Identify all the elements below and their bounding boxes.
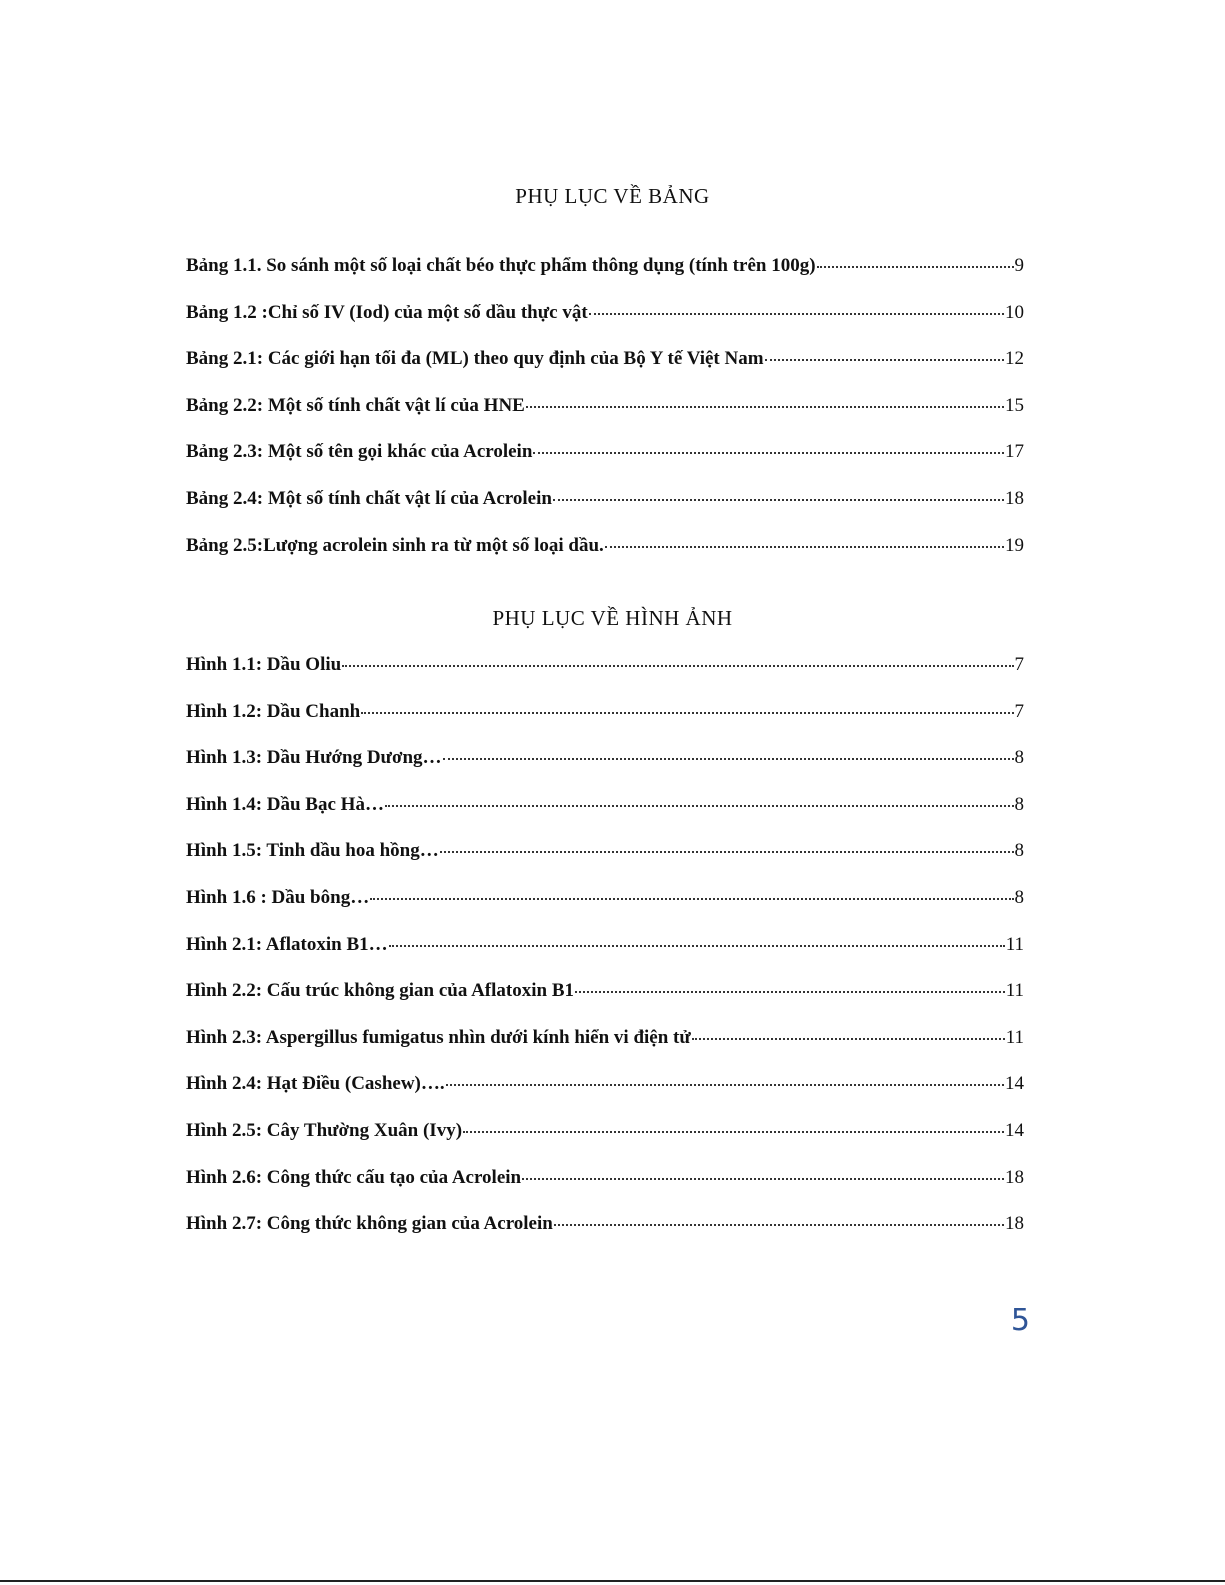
toc-entry[interactable] [186, 701, 1024, 748]
entry-label: Hình 1.5: Tinh dầu hoa hồng… [186, 840, 439, 862]
entry-label: Bảng 2.2: Một số tính chất vật lí của HNE [186, 394, 525, 416]
toc-entry[interactable] [186, 1120, 1024, 1167]
dot-leader [692, 1038, 1005, 1040]
toc-entry[interactable] [186, 1027, 1024, 1074]
entry-label: Hình 1.3: Dầu Hướng Dương… [186, 747, 442, 769]
dot-leader [463, 1131, 1004, 1133]
entry-label: Bảng 1.2 :Chỉ số IV (Iod) của một số dầu thực vật [186, 301, 588, 323]
toc-entry[interactable] [186, 840, 1024, 887]
entry-label: Hình 1.6 : Dầu bông… [186, 886, 370, 908]
entry-page: 11 [1005, 1026, 1024, 1048]
entry-page: 18 [1005, 1213, 1024, 1235]
entry-label: Hình 2.5: Cây Thường Xuân (Ivy) [186, 1119, 463, 1141]
entry-page: 15 [1005, 394, 1024, 416]
dot-leader [589, 313, 1004, 315]
dot-leader [440, 851, 1014, 853]
toc-entry[interactable] [186, 654, 1024, 701]
entry-page: 11 [1005, 933, 1024, 955]
entry-page: 10 [1005, 301, 1024, 323]
dot-leader [575, 991, 1005, 993]
entry-page: 17 [1005, 441, 1024, 463]
toc-entry[interactable] [186, 1213, 1024, 1260]
entry-page: 14 [1005, 1073, 1024, 1095]
toc-entry[interactable] [186, 255, 1024, 302]
entry-page: 19 [1005, 534, 1024, 556]
toc-entry[interactable] [186, 794, 1024, 841]
figures-list [186, 654, 1024, 1260]
tables-list [186, 255, 1024, 581]
entry-page: 8 [1014, 886, 1024, 908]
entry-label: Bảng 2.5:Lượng acrolein sinh ra từ một số loại dầu. [186, 534, 604, 556]
entry-label: Hình 1.4: Dầu Bạc Hà… [186, 793, 384, 815]
entry-label: Bảng 2.1: Các giới hạn tối đa (ML) theo quy định của Bộ Y tế Việt Nam [186, 348, 764, 370]
entry-label: Bảng 1.1. So sánh một số loại chất béo thực phẩm thông dụng (tính trên 100g) [186, 255, 816, 276]
entry-label: Hình 2.6: Công thức cấu tạo của Acrolein [186, 1166, 522, 1188]
toc-entry[interactable] [186, 1073, 1024, 1120]
entry-label: Hình 2.4: Hạt Điều (Cashew)…. [186, 1073, 445, 1095]
toc-entry[interactable] [186, 1167, 1024, 1214]
dot-leader [522, 1178, 1004, 1180]
entry-label: Hình 1.1: Dầu Oliu [186, 654, 342, 675]
entry-label: Hình 1.2: Dầu Chanh [186, 700, 361, 722]
entry-label: Hình 2.1: Aflatoxin B1… [186, 933, 388, 955]
dot-leader [817, 266, 1014, 268]
entry-label: Hình 2.2: Cấu trúc không gian của Aflatoxin B1 [186, 980, 574, 1002]
dot-leader [554, 1224, 1004, 1226]
entry-page: 7 [1014, 700, 1024, 722]
entry-page: 14 [1005, 1119, 1024, 1141]
dot-leader [342, 665, 1013, 667]
dot-leader [765, 359, 1004, 361]
entry-page: 8 [1014, 840, 1024, 862]
entry-page: 12 [1005, 348, 1024, 370]
entry-label: Bảng 2.4: Một số tính chất vật lí của Acrolein [186, 487, 552, 509]
toc-entry[interactable] [186, 887, 1024, 934]
entry-page: 18 [1005, 487, 1024, 509]
dot-leader [605, 546, 1004, 548]
entry-page: 18 [1005, 1166, 1024, 1188]
figures-section-title: PHỤ LỤC VỀ HÌNH ẢNH [492, 606, 733, 630]
toc-entry[interactable] [186, 302, 1024, 349]
dot-leader [446, 1084, 1004, 1086]
toc-entry[interactable] [186, 535, 1024, 582]
dot-leader [533, 452, 1004, 454]
entry-label: Hình 2.3: Aspergillus fumigatus nhìn dưới kính hiển vi điện tử [186, 1026, 691, 1048]
bottom-rule [0, 1580, 1225, 1582]
toc-entry[interactable] [186, 980, 1024, 1027]
entry-page: 8 [1014, 793, 1024, 815]
toc-entry[interactable] [186, 395, 1024, 442]
dot-leader [361, 712, 1013, 714]
entry-label: Hình 2.7: Công thức không gian của Acrolein [186, 1213, 553, 1235]
entry-page: 9 [1014, 255, 1024, 276]
entry-page: 8 [1014, 747, 1024, 769]
dot-leader [370, 898, 1013, 900]
toc-entry[interactable] [186, 348, 1024, 395]
entry-page: 11 [1005, 980, 1024, 1002]
dot-leader [443, 758, 1014, 760]
toc-entry[interactable] [186, 441, 1024, 488]
dot-leader [389, 945, 1005, 947]
toc-entry[interactable] [186, 488, 1024, 535]
entry-page: 7 [1014, 654, 1024, 675]
entry-label: Bảng 2.3: Một số tên gọi khác của Acrolein [186, 441, 533, 463]
toc-entry[interactable] [186, 747, 1024, 794]
dot-leader [385, 805, 1014, 807]
toc-entry[interactable] [186, 934, 1024, 981]
dot-leader [553, 499, 1004, 501]
tables-section-title: PHỤ LỤC VỀ BẢNG [515, 184, 710, 208]
page-number: 5 [1010, 1303, 1030, 1338]
dot-leader [526, 406, 1004, 408]
